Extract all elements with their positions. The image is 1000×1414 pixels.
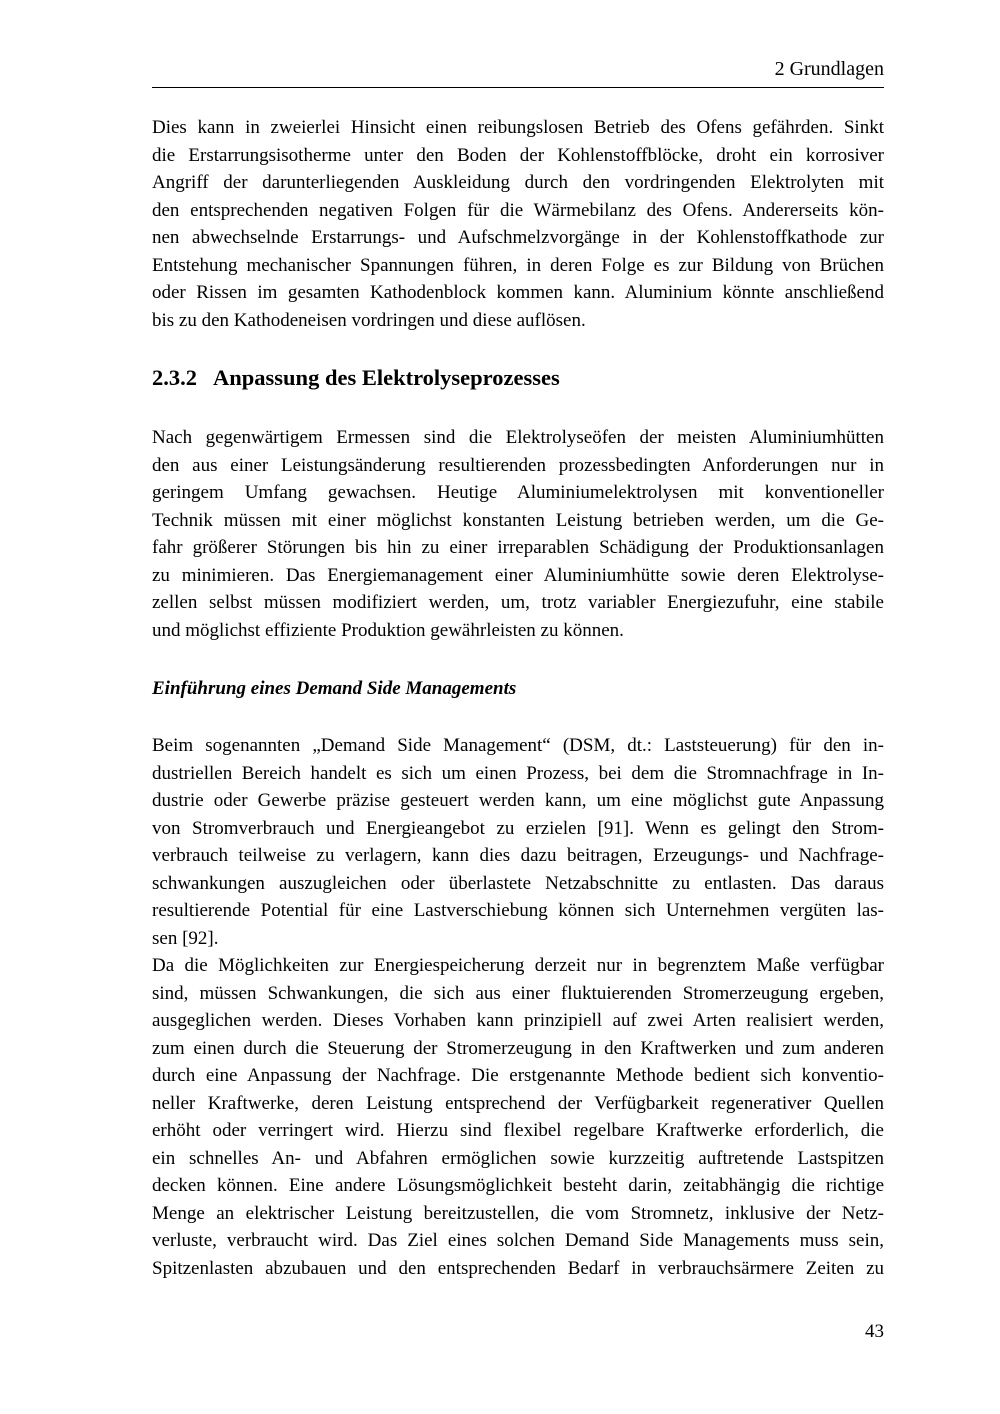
- text-line: geringem Umfang gewachsen. Heutige Aluminiumelektrolysen mit konventioneller: [152, 482, 884, 503]
- text-line: resultierende Potential für eine Lastverschiebung können sich Unternehmen vergüten las-: [152, 900, 884, 921]
- text-line: dustrie oder Gewerbe präzise gesteuert werden kann, um eine möglichst gute Anpassung: [152, 790, 884, 811]
- subsection-heading: Einführung eines Demand Side Managements: [152, 678, 517, 699]
- running-header: [152, 0, 884, 82]
- chapter-header-label: 2 Grundlagen: [774, 58, 884, 80]
- text-line: ein schnelles An- und Abfahren ermöglichen sowie kurzzeitig auftretende Lastspitzen: [152, 1147, 884, 1169]
- header-rule: [152, 87, 884, 88]
- text-line: decken können. Eine andere Lösungsmöglichkeit besteht darin, zeitabhängig die richtige: [152, 1175, 884, 1196]
- text-line: durch eine Anpassung der Nachfrage. Die erstgenannte Methode bedient sich konventio-: [152, 1065, 884, 1086]
- section-number: 2.3.2: [152, 365, 197, 390]
- text-line: Entstehung mechanischer Spannungen führen, in deren Folge es zur Bildung von Brüchen: [152, 254, 884, 276]
- paragraph-elektrolyseoefen: [152, 424, 884, 644]
- text-line: sind, müssen Schwankungen, die sich aus einer fluktuierenden Stromerzeugung ergeben,: [152, 982, 884, 1004]
- text-line: neller Kraftwerke, deren Leistung entsprechend der Verfügbarkeit regenerativer Quellen: [152, 1092, 884, 1114]
- paragraph-energiespeicherung: [152, 952, 884, 1282]
- text-line: verbrauch teilweise zu verlagern, kann dies dazu beitragen, Erzeugungs- und Nachfrage-: [152, 845, 884, 866]
- text-line: Spitzenlasten abzubauen und den entsprechenden Bedarf in verbrauchsärmere Zeiten zu: [152, 1257, 884, 1279]
- section-title: Anpassung des Elektrolyseprozesses: [213, 365, 560, 390]
- text-line: den entsprechenden negativen Folgen für die Wärmebilanz des Ofens. Andererseits kön-: [152, 199, 884, 221]
- text-line: erhöht oder verringert wird. Hierzu sind flexibel regelbare Kraftwerke erforderlich, die: [152, 1120, 884, 1141]
- text-line: den aus einer Leistungsänderung resultierenden prozessbedingten Anforderungen nur in: [152, 454, 884, 476]
- text-line: und möglichst effiziente Produktion gewährleisten zu können.: [152, 619, 624, 641]
- text-line: ausgeglichen werden. Dieses Vorhaben kann prinzipiell auf zwei Arten realisiert werden,: [152, 1010, 884, 1031]
- text-line: verluste, verbraucht wird. Das Ziel eines solchen Demand Side Managements muss sein,: [152, 1230, 884, 1251]
- text-line: sen [92].: [152, 927, 219, 949]
- text-line: schwankungen auszugleichen oder überlastete Netzabschnitte zu entlasten. Das daraus: [152, 872, 884, 894]
- text-line: Menge an elektrischer Leistung bereitzustellen, die vom Stromnetz, inklusive der Netz-: [152, 1202, 884, 1224]
- text-line: fahr größerer Störungen bis hin zu einer irreparablen Schädigung der Produktionsanlagen: [152, 537, 884, 558]
- text-line: die Erstarrungsisotherme unter den Boden der Kohlenstoffblöcke, droht ein korrosiver: [152, 144, 884, 166]
- text-line: zellen selbst müssen modifiziert werden, um, trotz variabler Energiezufuhr, eine stabile: [152, 592, 884, 613]
- paragraph-dsm-definition: [152, 732, 884, 952]
- text-line: Beim sogenannten „Demand Side Management“ (DSM, dt.: Laststeuerung) für den in-: [152, 735, 884, 756]
- text-line: dustriellen Bereich handelt es sich um einen Prozess, bei dem die Stromnachfrage in In-: [152, 762, 884, 784]
- paragraph-ofen-betrieb: [152, 114, 884, 334]
- text-line: Dies kann in zweierlei Hinsicht einen reibungslosen Betrieb des Ofens gefährden. Sinkt: [152, 117, 884, 138]
- text-line: Angriff der darunterliegenden Auskleidung durch den vordringenden Elektrolyten mit: [152, 172, 884, 193]
- text-line: nen abwechselnde Erstarrungs- und Aufschmelzvorgänge in der Kohlenstoffkathode zur: [152, 227, 884, 248]
- section-heading: [152, 363, 884, 393]
- text-line: zum einen durch die Steuerung der Stromerzeugung in den Kraftwerken und zum anderen: [152, 1037, 884, 1059]
- page-content: [152, 0, 884, 1282]
- text-line: zu minimieren. Das Energiemanagement einer Aluminiumhütte sowie deren Elektrolyse-: [152, 564, 884, 586]
- text-line: oder Rissen im gesamten Kathodenblock kommen kann. Aluminium könnte anschließend: [152, 282, 884, 303]
- text-line: Technik müssen mit einer möglichst konstanten Leistung betrieben werden, um die Ge-: [152, 509, 884, 531]
- text-line: bis zu den Kathodeneisen vordringen und diese auflösen.: [152, 309, 586, 331]
- text-line: Da die Möglichkeiten zur Energiespeicherung derzeit nur in begrenztem Maße verfügbar: [152, 955, 884, 976]
- text-line: von Stromverbrauch und Energieangebot zu erzielen [91]. Wenn es gelingt den Strom-: [152, 817, 884, 839]
- text-line: Nach gegenwärtigem Ermessen sind die Elektrolyseöfen der meisten Aluminiumhütten: [152, 427, 884, 448]
- page-number: 43: [865, 1321, 884, 1342]
